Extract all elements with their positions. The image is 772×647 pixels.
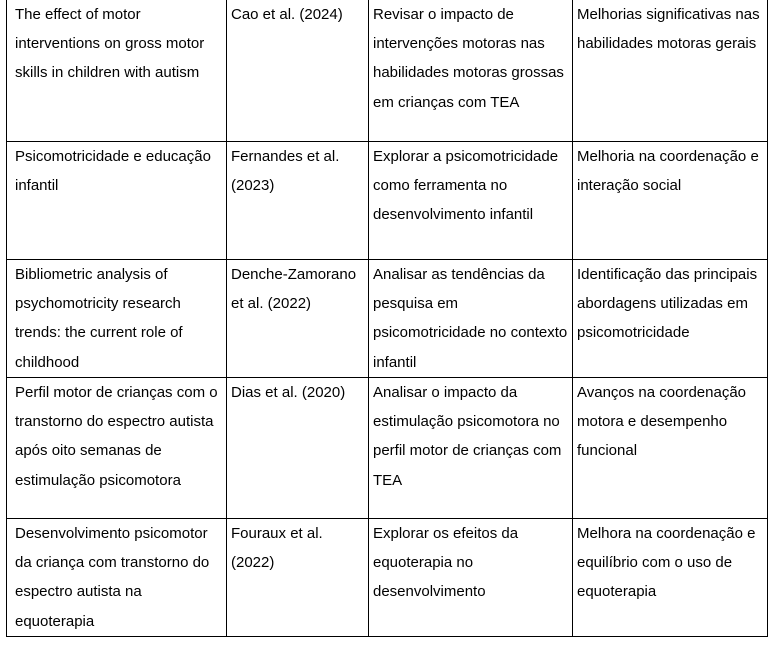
literature-review-table — [6, 0, 768, 637]
study-results-cell: Melhoria na coordenação e interação social — [573, 142, 768, 260]
study-title-cell: Perfil motor de crianças com o transtorno do espectro autista após oito semanas de estimulação psicomotora — [7, 378, 227, 519]
study-title-cell: Psicomotricidade e educação infantil — [7, 142, 227, 260]
study-results-cell: Identificação das principais abordagens utilizadas em psicomotricidade — [573, 260, 768, 378]
table-row — [7, 142, 768, 260]
study-objective-cell: Analisar o impacto da estimulação psicomotora no perfil motor de crianças com TEA — [369, 378, 573, 519]
study-results-cell: Melhora na coordenação e equilíbrio com o uso de equoterapia — [573, 519, 768, 637]
study-authors-cell: Fernandes et al. (2023) — [227, 142, 369, 260]
study-title-cell: Bibliometric analysis of psychomotricity research trends: the current role of childhood — [7, 260, 227, 378]
table-row — [7, 519, 768, 637]
study-results-cell: Avanços na coordenação motora e desempenho funcional — [573, 378, 768, 519]
table-row — [7, 260, 768, 378]
study-authors-cell: Dias et al. (2020) — [227, 378, 369, 519]
study-results-cell: Melhorias significativas nas habilidades motoras gerais — [573, 0, 768, 142]
study-objective-cell: Explorar os efeitos da equoterapia no desenvolvimento — [369, 519, 573, 637]
study-authors-cell: Fouraux et al. (2022) — [227, 519, 369, 637]
study-title-cell: The effect of motor interventions on gross motor skills in children with autism — [7, 0, 227, 142]
table-row — [7, 378, 768, 519]
study-title-cell: Desenvolvimento psicomotor da criança com transtorno do espectro autista na equoterapia — [7, 519, 227, 637]
study-authors-cell: Cao et al. (2024) — [227, 0, 369, 142]
study-authors-cell: Denche-Zamorano et al. (2022) — [227, 260, 369, 378]
study-objective-cell: Revisar o impacto de intervenções motoras nas habilidades motoras grossas em crianças com TEA — [369, 0, 573, 142]
table-row — [7, 0, 768, 142]
study-objective-cell: Explorar a psicomotricidade como ferramenta no desenvolvimento infantil — [369, 142, 573, 260]
study-objective-cell: Analisar as tendências da pesquisa em psicomotricidade no contexto infantil — [369, 260, 573, 378]
